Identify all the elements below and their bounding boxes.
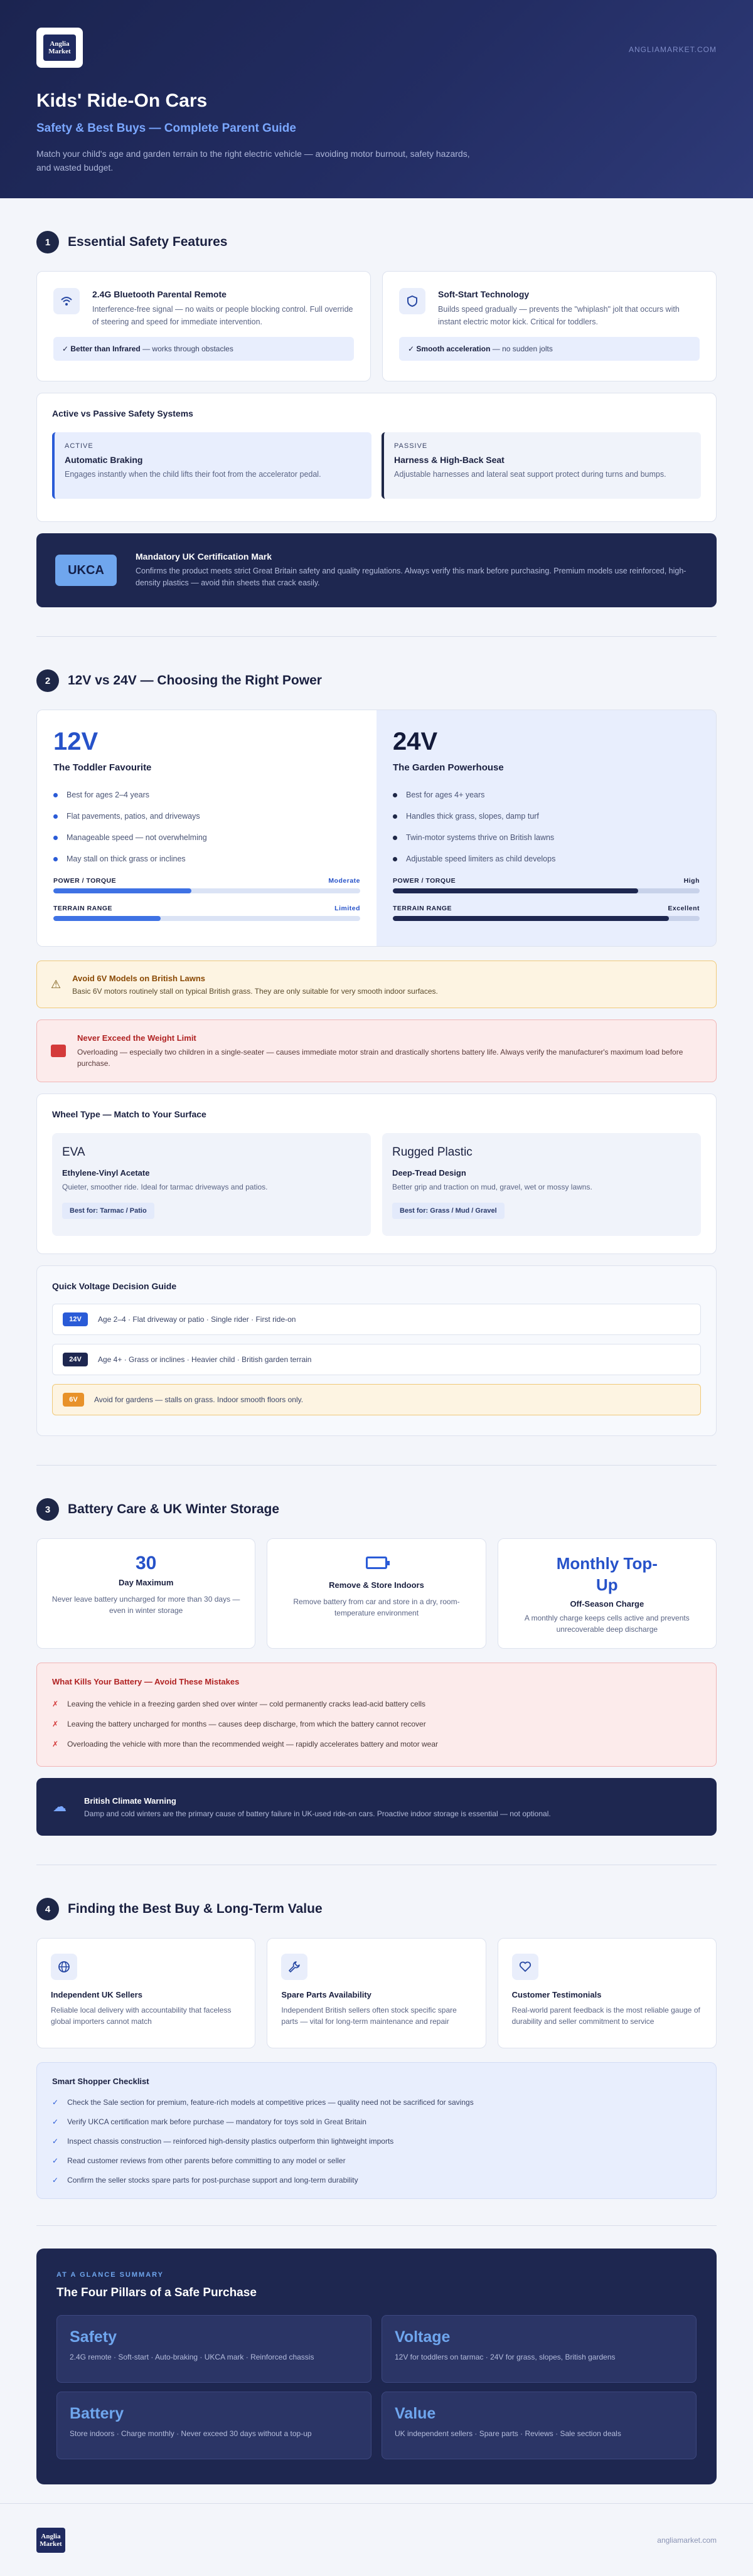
- best-for-badge: Best for: Tarmac / Patio: [62, 1203, 154, 1219]
- checklist: [52, 2092, 701, 2190]
- stat-card-30-days: [36, 1538, 255, 1649]
- banner-description: Confirms the product meets strict Great Britain safety and quality regulations. Always verify this mark before purchasing. Premium models use reinforced, high-density plastics — avoid thin sheets that crack easily.: [136, 567, 686, 587]
- voltage-tag: 24V: [63, 1353, 88, 1366]
- card-title: Quick Voltage Decision Guide: [52, 1281, 177, 1291]
- summary-kicker: AT A GLANCE SUMMARY: [56, 2271, 164, 2279]
- battery-icon: [366, 1557, 387, 1569]
- list-item-text: Leaving the battery uncharged for months — causes deep discharge, from which the battery cannot recover: [67, 1720, 426, 1728]
- ukca-badge: UKCA: [55, 555, 117, 586]
- voltage-24v-column: [376, 710, 716, 946]
- pillar-description: UK independent sellers · Spare parts · Reviews · Sale section deals: [395, 2429, 621, 2438]
- wheel-subtitle: Deep-Tread Design: [392, 1168, 466, 1178]
- meter-value: Excellent: [668, 905, 700, 912]
- battery-mistakes-callout: [36, 1663, 717, 1767]
- value-card-spare-parts: [267, 1938, 486, 2048]
- list-item-text: Inspect chassis construction — reinforced high-density plastics outperform thin lightweight imports: [67, 2136, 394, 2146]
- section-voltage: [0, 637, 753, 1436]
- warning-callout: [36, 961, 717, 1008]
- feature-title: 2.4G Bluetooth Parental Remote: [92, 289, 227, 299]
- pillar-description: Store indoors · Charge monthly · Never exceed 30 days without a top-up: [70, 2429, 312, 2438]
- hero-header: [0, 0, 753, 198]
- box-kicker: PASSIVE: [394, 442, 428, 450]
- page-title: Kids' Ride-On Cars: [36, 90, 208, 111]
- section-value: [0, 1865, 753, 2199]
- list-item-text: Overloading the vehicle with more than the recommended weight — rapidly accelerates battery and motor wear: [67, 1740, 439, 1748]
- list-item-text: Adjustable speed limiters as child develops: [406, 854, 556, 863]
- wheel-name: EVA: [62, 1146, 85, 1159]
- section-heading: [36, 1865, 717, 1920]
- list-item-text: Flat pavements, patios, and driveways: [67, 812, 200, 821]
- list-item-text: May stall on thick grass or inclines: [67, 854, 186, 863]
- check-icon: ✓: [52, 2156, 59, 2165]
- feature-note-bold: ✓ Better than Infrared: [62, 344, 141, 353]
- pillar-voltage: [382, 2315, 697, 2383]
- card-title: Smart Shopper Checklist: [52, 2077, 149, 2086]
- site-url[interactable]: ANGLIAMARKET.COM: [628, 45, 717, 54]
- pillar-safety: [56, 2315, 371, 2383]
- check-icon: ✓: [52, 2117, 59, 2126]
- list-item: [53, 827, 360, 848]
- logo-line-1: Anglia: [41, 2532, 61, 2540]
- ukca-banner: [36, 533, 717, 607]
- pillar-name: Battery: [70, 2405, 124, 2422]
- logo-line-2: Market: [40, 2540, 62, 2548]
- guide-row-text: Age 2–4 · Flat driveway or patio · Single rider · First ride-on: [98, 1315, 296, 1324]
- meter-label: TERRAIN RANGE: [53, 905, 113, 912]
- section-safety: [0, 198, 753, 607]
- card-description: Reliable local delivery with accountability that faceless global importers cannot match: [51, 2006, 232, 2026]
- power-meter: [393, 877, 700, 893]
- meter-label: POWER / TORQUE: [53, 877, 117, 885]
- callout-description: Overloading — especially two children in a single-seater — causes immediate motor strain and drastically shortens battery life. Always verify the manufacturer's maximum load before purchase.: [77, 1047, 683, 1068]
- meter-fill: [393, 916, 669, 921]
- feature-note: [53, 337, 354, 361]
- list-item: [393, 784, 700, 806]
- list-item-text: Manageable speed — not overwhelming: [67, 833, 207, 842]
- feature-description: Builds speed gradually — prevents the "whiplash" jolt that occurs with instant electric motor kick. Critical for toddlers.: [438, 305, 680, 326]
- list-item-text: Leaving the vehicle in a freezing garden shed over winter — cold permanently cracks lead-acid battery cells: [67, 1700, 426, 1708]
- bullet-icon: [393, 836, 397, 840]
- pillar-value: [382, 2392, 697, 2459]
- pillar-battery: [56, 2392, 371, 2459]
- wheel-subtitle: Ethylene-Vinyl Acetate: [62, 1168, 150, 1178]
- value-card-testimonials: [498, 1938, 717, 2048]
- checklist-item: [52, 2170, 701, 2190]
- check-icon: ✓: [52, 2136, 59, 2146]
- alert-siren-icon: [51, 1045, 66, 1057]
- quick-voltage-guide: [36, 1265, 717, 1436]
- feature-title: Soft-Start Technology: [438, 289, 530, 299]
- box-description: Adjustable harnesses and lateral seat support protect during turns and bumps.: [394, 470, 666, 479]
- shield-icon: [399, 288, 425, 314]
- checklist-item: [52, 2112, 701, 2131]
- box-title: Automatic Braking: [65, 455, 143, 465]
- card-title: Independent UK Sellers: [51, 1990, 142, 1999]
- guide-row-24v: [52, 1344, 701, 1375]
- section-heading: [36, 637, 717, 692]
- checklist-item: [52, 2151, 701, 2170]
- box-description: Engages instantly when the child lifts their foot from the accelerator pedal.: [65, 470, 321, 479]
- value-card-uk-sellers: [36, 1938, 255, 2048]
- passive-system-box: [382, 432, 701, 499]
- stat-value: 30: [135, 1553, 157, 1573]
- list-item-text: Confirm the seller stocks spare parts for post-purchase support and long-term durability: [67, 2175, 358, 2185]
- callout-title: What Kills Your Battery — Avoid These Mistakes: [52, 1677, 240, 1686]
- callout-title: Never Exceed the Weight Limit: [77, 1033, 196, 1043]
- list-item: [53, 848, 360, 870]
- meter-value: Limited: [334, 905, 360, 912]
- wrench-icon: [281, 1954, 307, 1980]
- voltage-comparison: [36, 710, 717, 947]
- banner-title: British Climate Warning: [84, 1796, 176, 1806]
- callout-description: Basic 6V motors routinely stall on typical British grass. They are only suitable for very smooth indoor surfaces.: [72, 986, 438, 996]
- list-item: [393, 848, 700, 870]
- pillar-name: Value: [395, 2405, 436, 2422]
- section-number: 4: [36, 1898, 59, 1920]
- check-icon: ✓: [52, 2175, 59, 2185]
- stat-label: Remove & Store Indoors: [329, 1580, 424, 1590]
- list-item: [393, 827, 700, 848]
- guide-row-6v: [52, 1384, 701, 1415]
- voltage-subtitle: The Toddler Favourite: [53, 762, 152, 773]
- list-item: [52, 1714, 701, 1734]
- bullet-icon: [393, 814, 397, 819]
- climate-warning-banner: [36, 1778, 717, 1836]
- pillar-description: 12V for toddlers on tarmac · 24V for grass, slopes, British gardens: [395, 2353, 616, 2361]
- wifi-signal-icon: [53, 288, 80, 314]
- warning-triangle-icon: ⚠: [51, 977, 61, 991]
- wheel-description: Better grip and traction on mud, gravel, wet or mossy lawns.: [392, 1183, 592, 1191]
- wheel-type-card: [36, 1094, 717, 1254]
- wheel-option-eva: [52, 1133, 371, 1236]
- stat-label: Day Maximum: [118, 1578, 174, 1587]
- section-heading: [36, 198, 717, 253]
- meter-value: Moderate: [328, 877, 360, 885]
- cross-icon: ✗: [52, 1720, 59, 1728]
- guide-row-text: Age 4+ · Grass or inclines · Heavier child · British garden terrain: [98, 1355, 312, 1364]
- cross-icon: ✗: [52, 1740, 59, 1748]
- bullet-icon: [393, 857, 397, 861]
- card-title: Wheel Type — Match to Your Surface: [52, 1109, 206, 1119]
- card-description: Independent British sellers often stock specific spare parts — vital for long-term maintenance and repair: [281, 2006, 457, 2026]
- logo-mark: [43, 35, 76, 61]
- smart-shopper-checklist: [36, 2062, 717, 2199]
- stat-description: Remove battery from car and store in a dry, room-temperature environment: [293, 1597, 460, 1617]
- power-meter: [53, 877, 360, 893]
- callout-title: Avoid 6V Models on British Lawns: [72, 973, 206, 983]
- pillar-name: Voltage: [395, 2328, 451, 2346]
- bullet-icon: [53, 793, 58, 797]
- list-item: [53, 784, 360, 806]
- list-item-text: Read customer reviews from other parents before committing to any model or seller: [67, 2156, 346, 2165]
- cross-icon: ✗: [52, 1700, 59, 1708]
- terrain-meter: [53, 905, 360, 921]
- meter-value: High: [683, 877, 700, 885]
- box-title: Harness & High-Back Seat: [394, 455, 505, 465]
- bullet-icon: [53, 814, 58, 819]
- checklist-item: [52, 2131, 701, 2151]
- summary-section: [0, 2249, 753, 2484]
- voltage-label: 12V: [53, 728, 99, 755]
- mistake-list: [52, 1694, 701, 1754]
- meter-fill: [393, 888, 638, 893]
- list-item: [52, 1694, 701, 1714]
- summary-title: The Four Pillars of a Safe Purchase: [56, 2286, 257, 2299]
- section-heading: [36, 1466, 717, 1521]
- section-title: Essential Safety Features: [68, 235, 228, 249]
- meter-track: [393, 916, 700, 921]
- section-number: 3: [36, 1498, 59, 1521]
- active-passive-card: [36, 393, 717, 522]
- banner-title: Mandatory UK Certification Mark: [136, 551, 272, 562]
- bullet-icon: [393, 793, 397, 797]
- logo-line-1: Anglia: [50, 40, 70, 48]
- footer-url[interactable]: angliamarket.com: [657, 2535, 717, 2545]
- voltage-feature-list: [393, 784, 700, 870]
- best-for-badge: Best for: Grass / Mud / Gravel: [392, 1203, 505, 1219]
- voltage-tag: 6V: [63, 1393, 84, 1407]
- stat-card-monthly: [498, 1538, 717, 1649]
- list-item-text: Verify UKCA certification mark before purchase — mandatory for toys sold in Great Britain: [67, 2117, 366, 2126]
- section-title: 12V vs 24V — Choosing the Right Power: [68, 673, 322, 688]
- feature-description: Interference-free signal — no waits or people blocking control. Full override of steering and speed for immediate intervention.: [92, 305, 353, 326]
- logo-line-2: Market: [48, 48, 71, 55]
- section-divider: [36, 2225, 717, 2226]
- section-title: Battery Care & UK Winter Storage: [68, 1502, 280, 1516]
- voltage-tag: 12V: [63, 1312, 88, 1326]
- list-item-text: Best for ages 2–4 years: [67, 790, 150, 799]
- meter-label: POWER / TORQUE: [393, 877, 456, 885]
- list-item: [53, 806, 360, 827]
- section-number: 1: [36, 231, 59, 253]
- feature-note-bold: ✓ Smooth acceleration: [408, 344, 491, 353]
- list-item-text: Check the Sale section for premium, feature-rich models at competitive prices — quality need not be sacrificed for savings: [67, 2097, 474, 2107]
- feature-card-remote: [36, 271, 371, 381]
- meter-fill: [53, 916, 161, 921]
- feature-card-soft-start: [382, 271, 717, 381]
- terrain-meter: [393, 905, 700, 921]
- feature-note-text: — no sudden jolts: [490, 344, 553, 353]
- check-icon: ✓: [52, 2097, 59, 2107]
- footer-logo[interactable]: [36, 2528, 65, 2553]
- page-footer: [0, 2503, 753, 2576]
- box-kicker: ACTIVE: [65, 442, 93, 450]
- list-item: [393, 806, 700, 827]
- section-number: 2: [36, 669, 59, 692]
- banner-description: Damp and cold winters are the primary cause of battery failure in UK-used ride-on cars. Proactive indoor storage is essential — not optional.: [84, 1809, 551, 1818]
- meter-track: [53, 888, 360, 893]
- pillar-name: Safety: [70, 2328, 117, 2346]
- feature-note: [399, 337, 700, 361]
- list-item-text: Best for ages 4+ years: [406, 790, 485, 799]
- bullet-icon: [53, 836, 58, 840]
- card-title: Spare Parts Availability: [281, 1990, 371, 1999]
- voltage-feature-list: [53, 784, 360, 870]
- page-intro: Match your child's age and garden terrain to the right electric vehicle — avoiding motor burnout, safety hazards, and wasted budget.: [36, 149, 470, 173]
- stat-card-store-indoors: [267, 1538, 486, 1649]
- list-item-text: Twin-motor systems thrive on British lawns: [406, 833, 555, 842]
- voltage-label: 24V: [393, 728, 438, 755]
- card-title: Customer Testimonials: [511, 1990, 602, 1999]
- voltage-12v-column: [37, 710, 376, 946]
- stat-description: Never leave battery uncharged for more than 30 days — even in winter storage: [51, 1595, 240, 1615]
- meter-track: [393, 888, 700, 893]
- page-subtitle: Safety & Best Buys — Complete Parent Guide: [36, 122, 296, 135]
- wheel-description: Quieter, smoother ride. Ideal for tarmac driveways and patios.: [62, 1183, 268, 1191]
- card-title: Active vs Passive Safety Systems: [52, 408, 193, 418]
- list-item: [52, 1734, 701, 1754]
- summary-panel: [36, 2249, 717, 2484]
- section-title: Finding the Best Buy & Long-Term Value: [68, 1902, 323, 1916]
- card-description: Real-world parent feedback is the most reliable gauge of durability and seller commitment to service: [511, 2006, 700, 2026]
- feature-note-text: — works through obstacles: [140, 344, 233, 353]
- checklist-item: [52, 2092, 701, 2112]
- list-item-text: Handles thick grass, slopes, damp turf: [406, 812, 539, 821]
- stat-value: Monthly Top-Up: [556, 1554, 658, 1594]
- danger-callout: [36, 1019, 717, 1082]
- guide-row-12v: [52, 1304, 701, 1335]
- wheel-name: Rugged Plastic: [392, 1146, 473, 1159]
- meter-fill: [53, 888, 191, 893]
- wheel-option-rugged-plastic: [382, 1133, 701, 1236]
- pillar-description: 2.4G remote · Soft-start · Auto-braking · UKCA mark · Reinforced chassis: [70, 2353, 314, 2361]
- cloud-icon: ☁: [53, 1799, 67, 1814]
- section-battery: [0, 1466, 753, 1836]
- meter-track: [53, 916, 360, 921]
- heart-icon: [512, 1954, 538, 1980]
- stat-label: Off-Season Charge: [570, 1599, 644, 1609]
- active-system-box: [52, 432, 371, 499]
- bullet-icon: [53, 857, 58, 861]
- brand-logo[interactable]: [36, 28, 83, 68]
- voltage-subtitle: The Garden Powerhouse: [393, 762, 504, 773]
- stat-description: A monthly charge keeps cells active and prevents unrecoverable deep discharge: [524, 1614, 690, 1634]
- meter-label: TERRAIN RANGE: [393, 905, 452, 912]
- globe-icon: [51, 1954, 77, 1980]
- guide-row-text: Avoid for gardens — stalls on grass. Indoor smooth floors only.: [94, 1395, 304, 1404]
